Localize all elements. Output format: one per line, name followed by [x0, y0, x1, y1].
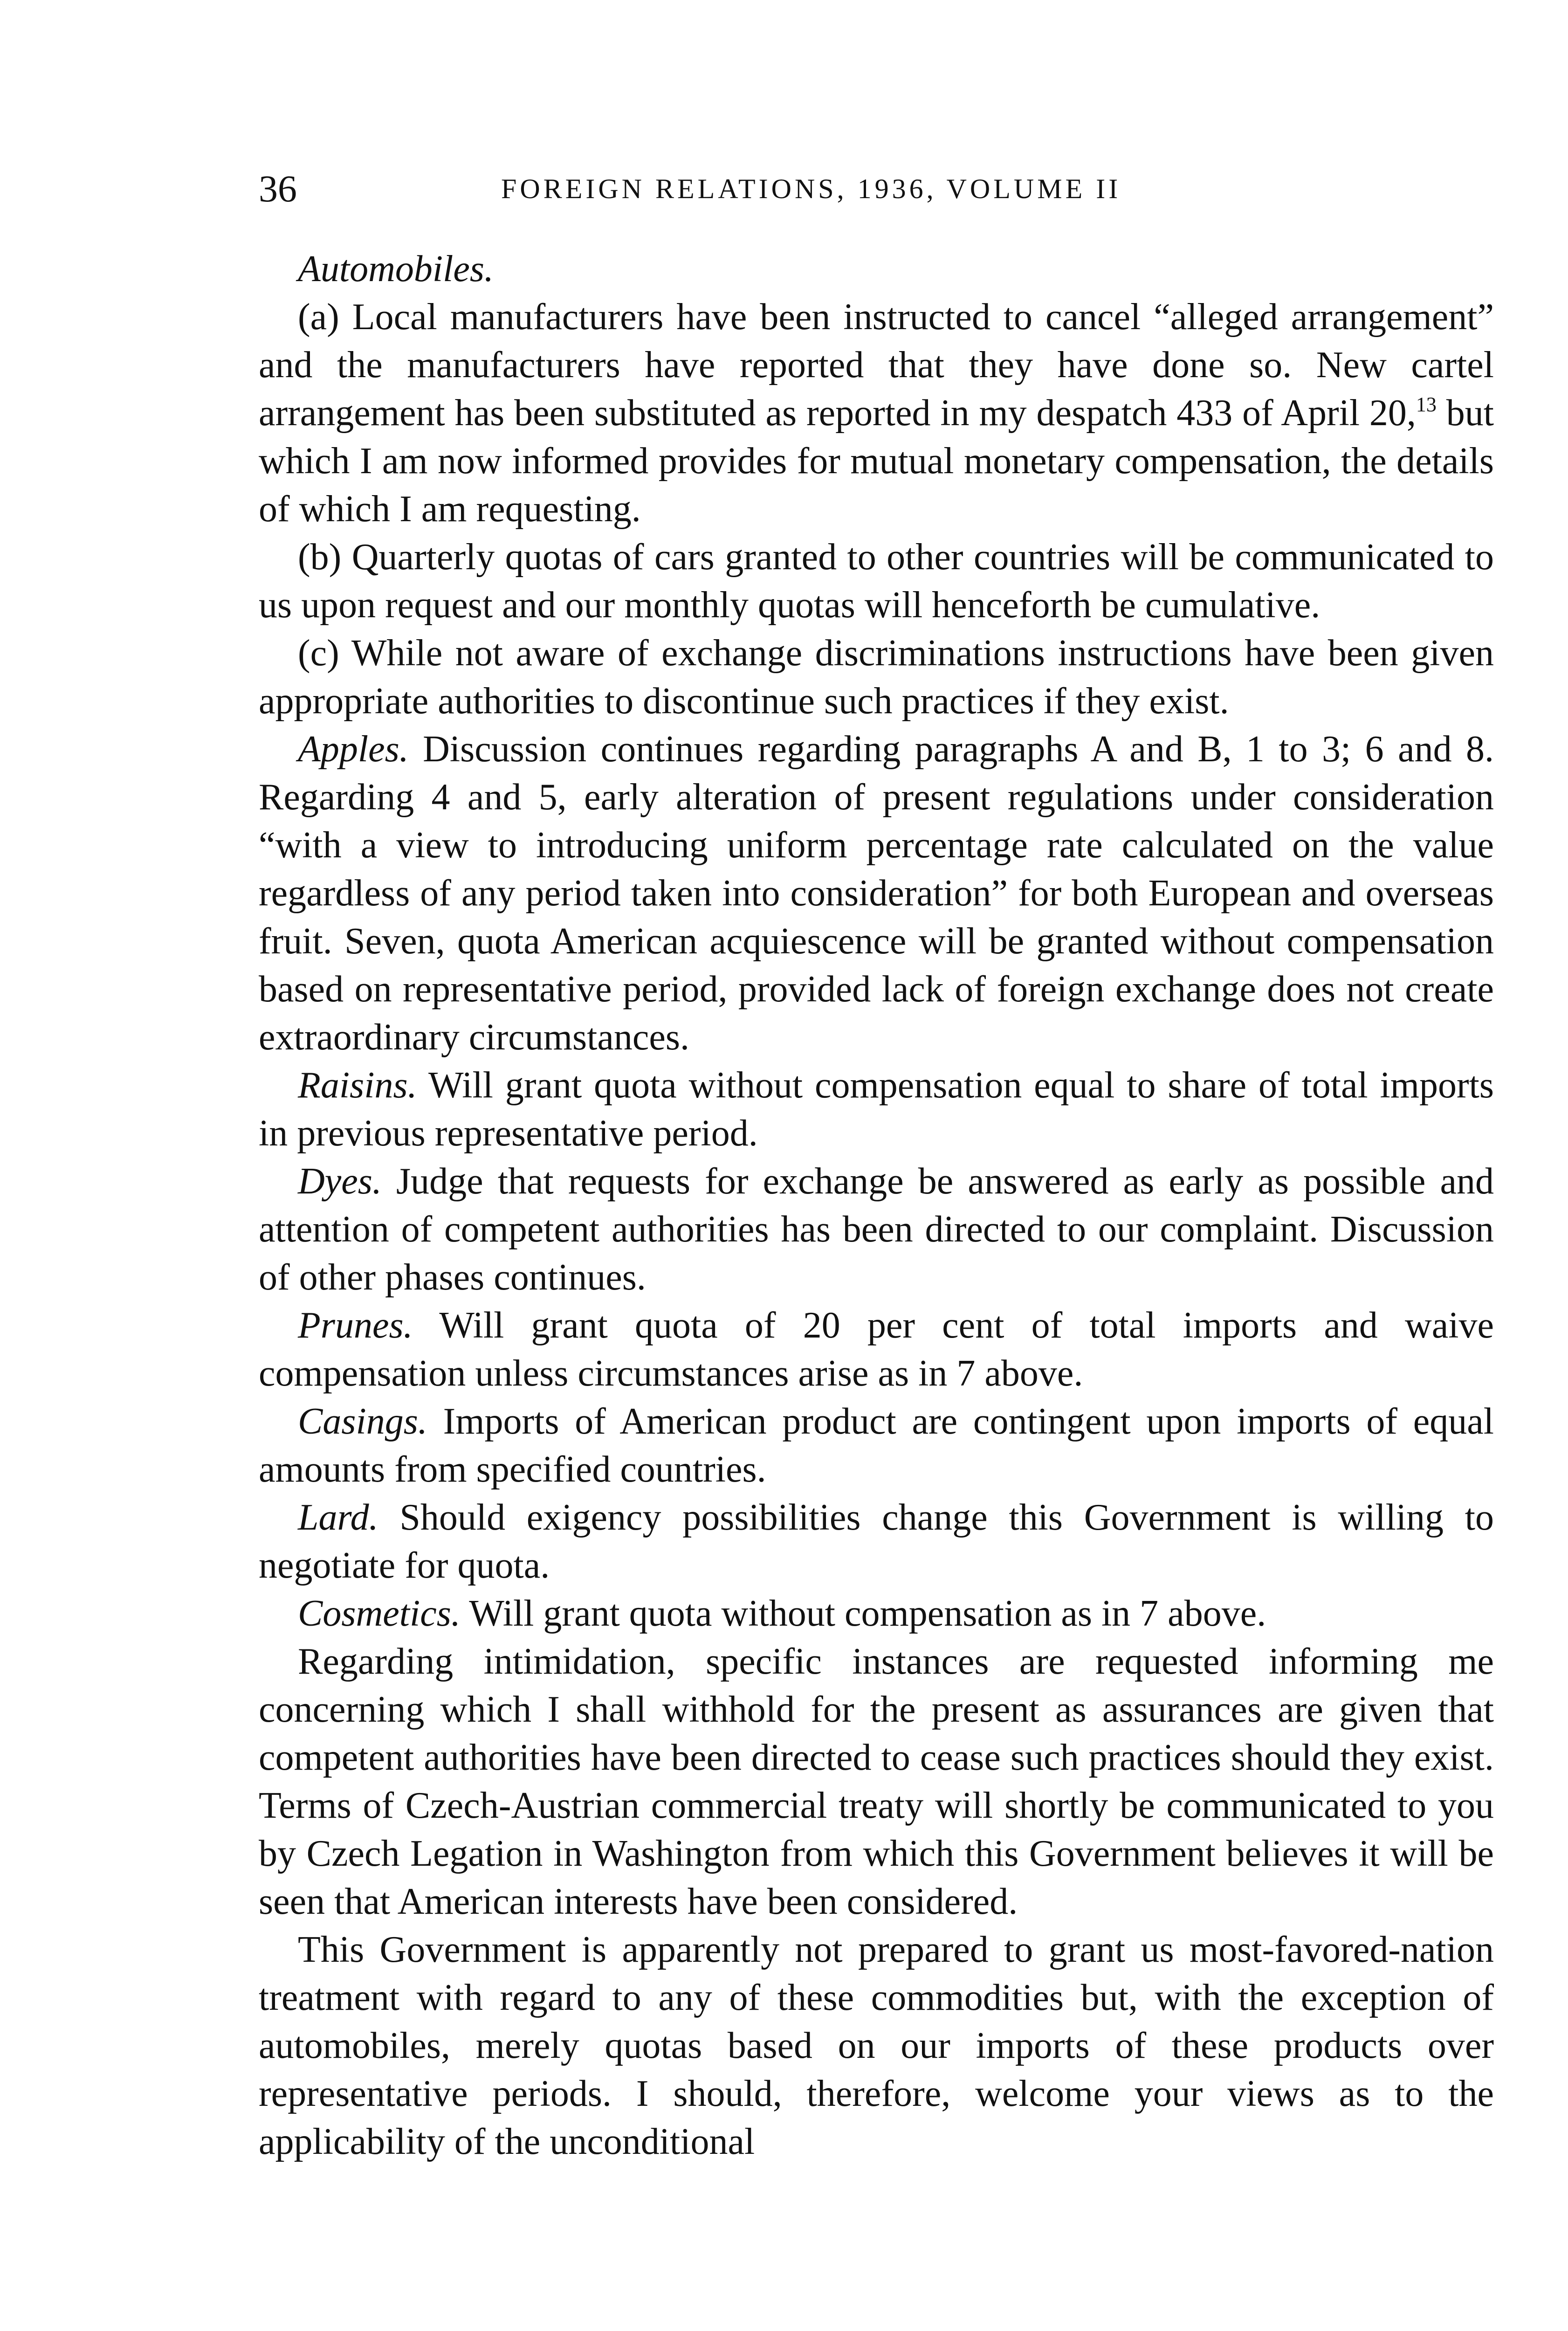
- apples-text: Discussion continues regarding paragraphs A and B, 1 to 3; 6 and 8. Regarding 4 and 5, early alteration of present regulations under consideration “with a view to introducing uniform percentage rate calculated on the value regardless of any period taken into consideration” for both European and overseas fruit. Seven, quota American acquiescence will be granted without compensation based on representative period, provided lack of foreign exchange does not create extraordinary circumstances.: [259, 729, 1494, 1058]
- paragraph-cosmetics: [259, 1590, 1494, 1638]
- cosmetics-label: Cosmetics.: [298, 1593, 461, 1634]
- paragraph-apples: [259, 725, 1494, 1062]
- section-heading-automobiles: Automobiles.: [298, 248, 494, 290]
- running-head: FOREIGN RELATIONS, 1936, VOLUME II: [501, 173, 1121, 204]
- paragraph-lard: [259, 1494, 1494, 1590]
- automobiles-a-continuation: but which I am now informed provides for mutual monetary compensation, the details of which I am requesting.: [259, 393, 1494, 530]
- apples-label: Apples.: [298, 729, 409, 770]
- document-body: [259, 245, 1494, 2166]
- paragraph-casings: [259, 1398, 1494, 1494]
- paragraph-intimidation: Regarding intimidation, specific instances are requested informing me concerning which I shall withhold for the present as assurances are given that competent authorities have been directed to cease such practices should they exist. Terms of Czech-Austrian commercial treaty will shortly be communicated to you by Czech Legation in Washington from which this Government believes it will be seen that American interests have been considered.: [259, 1641, 1494, 1922]
- automobiles-a-text: (a) Local manufacturers have been instructed to cancel “alleged arrangement” and the manufacturers have reported that they have done so. New cartel arrangement has been substituted as reported in my despatch 433 of April 20,: [259, 297, 1494, 434]
- cosmetics-text: Will grant quota without compensation as in 7 above.: [460, 1593, 1266, 1634]
- prunes-label: Prunes.: [298, 1305, 413, 1346]
- lard-text: Should exigency possibilities change this Government is willing to negotiate for quota.: [259, 1497, 1494, 1586]
- lard-label: Lard.: [298, 1497, 378, 1538]
- paragraph-automobiles-a: [259, 293, 1494, 533]
- paragraph-dyes: [259, 1158, 1494, 1302]
- paragraph-automobiles-b: (b) Quarterly quotas of cars granted to other countries will be communicated to us upon request and our monthly quotas will henceforth be cumulative.: [259, 537, 1494, 626]
- paragraph-raisins: [259, 1062, 1494, 1158]
- raisins-label: Raisins.: [298, 1065, 417, 1106]
- paragraph-closing: This Government is apparently not prepared to grant us most-favored-nation treatment with regard to any of these commodities but, with the exception of automobiles, merely quotas based on our imports of these products over representative periods. I should, therefore, welcome your views as to the applicability of the unconditional: [259, 1929, 1494, 2162]
- dyes-text: Judge that requests for exchange be answered as early as possible and attention of competent authorities has been directed to our complaint. Discussion of other phases continues.: [259, 1161, 1494, 1298]
- paragraph-prunes: [259, 1302, 1494, 1398]
- page-header: [259, 163, 1494, 214]
- dyes-label: Dyes.: [298, 1161, 382, 1202]
- footnote-reference: 13: [1416, 393, 1437, 416]
- paragraph-automobiles-c: (c) While not aware of exchange discriminations instructions have been given appropriate authorities to discontinue such practices if they exist.: [259, 633, 1494, 722]
- casings-text: Imports of American product are contingent upon imports of equal amounts from specified countries.: [259, 1401, 1494, 1490]
- raisins-text: Will grant quota without compensation equal to share of total imports in previous representative period.: [259, 1065, 1494, 1154]
- casings-label: Casings.: [298, 1401, 427, 1442]
- page-number: 36: [259, 167, 297, 210]
- prunes-text: Will grant quota of 20 per cent of total imports and waive compensation unless circumstances arise as in 7 above.: [259, 1305, 1494, 1394]
